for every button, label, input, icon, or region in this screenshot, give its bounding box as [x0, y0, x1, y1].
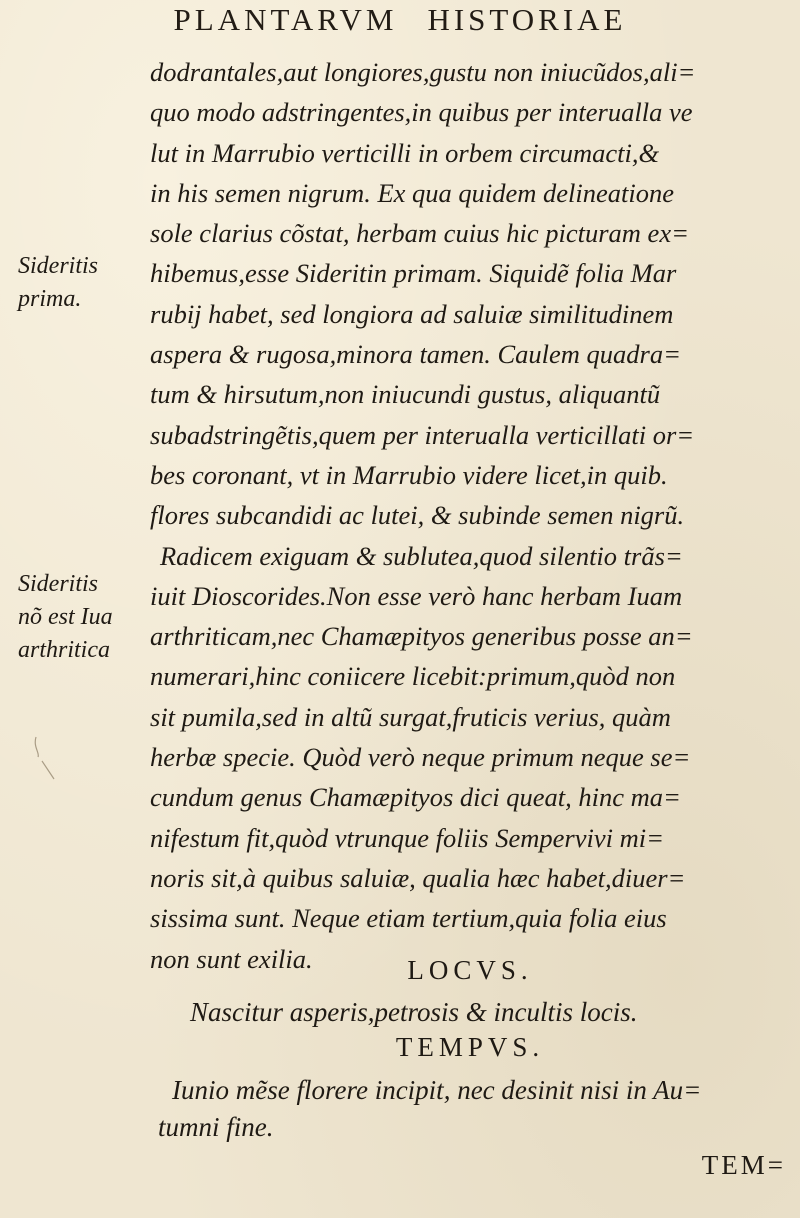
body-line: iuit Dioscorides.Non esse verò hanc herbam Iuam	[150, 580, 683, 611]
sidenote-line: Sideritis	[18, 253, 99, 279]
running-head-right: HISTORIAE	[427, 2, 627, 37]
body-line: subadstringẽtis,quem per interualla verticillati or=	[150, 419, 695, 450]
body-line: nifestum fit,quòd vtrunque foliis Sempervivi mi=	[150, 822, 664, 853]
tempus-text-line: Iunio mẽse florere incipit, nec desinit nisi in Au=	[172, 1075, 702, 1105]
sidenote-line: prima.	[18, 286, 82, 312]
body-line: in his semen nigrum. Ex qua quidem delineatione	[150, 177, 675, 208]
body-line: sissima sunt. Neque etiam tertium,quia folia eius	[150, 903, 667, 934]
margin-mark-icon	[30, 733, 60, 783]
running-head	[0, 2, 800, 38]
body-line: aspera & rugosa,minora tamen. Caulem quadra=	[150, 339, 681, 370]
body-text	[150, 52, 790, 979]
sidenote-sideritis-prima	[18, 250, 98, 316]
body-line: bes coronant, vt in Marrubio videre licet,in quib.	[150, 459, 668, 490]
body-line: sole clarius cõstat, herbam cuius hic picturam ex=	[150, 218, 689, 249]
sidenote-line: Sideritis	[18, 571, 99, 597]
sidenote-line: nõ est Iua	[18, 604, 113, 630]
tempus-text-line: tumni fine.	[158, 1112, 274, 1142]
locus-heading: LOCVS.	[407, 955, 533, 985]
body-line: lut in Marrubio verticilli in orbem circumacti,&	[150, 137, 660, 168]
body-line: Radicem exiguam & sublutea,quod silentio trãs=	[160, 540, 683, 571]
body-line: noris sit,à quibus saluiæ, qualia hæc habet,diuer=	[150, 862, 686, 893]
sidenote-sideritis-non-iua	[18, 568, 113, 667]
body-line: flores subcandidi ac lutei, & subinde semen nigrũ.	[150, 500, 685, 531]
body-line: arthriticam,nec Chamæpityos generibus posse an=	[150, 621, 693, 652]
body-line: dodrantales,aut longiores,gustu non iniucũdos,ali=	[150, 57, 696, 87]
body-line: herbæ specie. Quòd verò neque primum neque se=	[150, 742, 691, 773]
body-line: non sunt exilia.	[150, 943, 313, 974]
body-line: sit pumila,sed in altũ surgat,fruticis verius, quàm	[150, 701, 671, 732]
catchword: TEM=	[701, 1150, 786, 1180]
body-line: hibemus,esse Sideritin primam. Siquidẽ folia Mar	[150, 258, 677, 289]
body-line: tum & hirsutum,non iniucundi gustus, aliquantũ	[150, 379, 661, 410]
running-head-left: PLANTARVM	[173, 2, 398, 37]
body-line: cundum genus Chamæpityos dici queat, hinc ma=	[150, 782, 681, 813]
sidenote-line: arthritica	[18, 637, 111, 663]
body-line: numerari,hinc coniicere licebit:primum,quòd non	[150, 661, 676, 692]
body-line: quo modo adstringentes,in quibus per interualla ve	[150, 97, 693, 128]
locus-text: Nascitur asperis,petrosis & incultis locis.	[190, 997, 638, 1027]
body-line: rubij habet, sed longiora ad saluiæ similitudinem	[150, 298, 674, 329]
tempus-heading: TEMPVS.	[395, 1032, 545, 1062]
